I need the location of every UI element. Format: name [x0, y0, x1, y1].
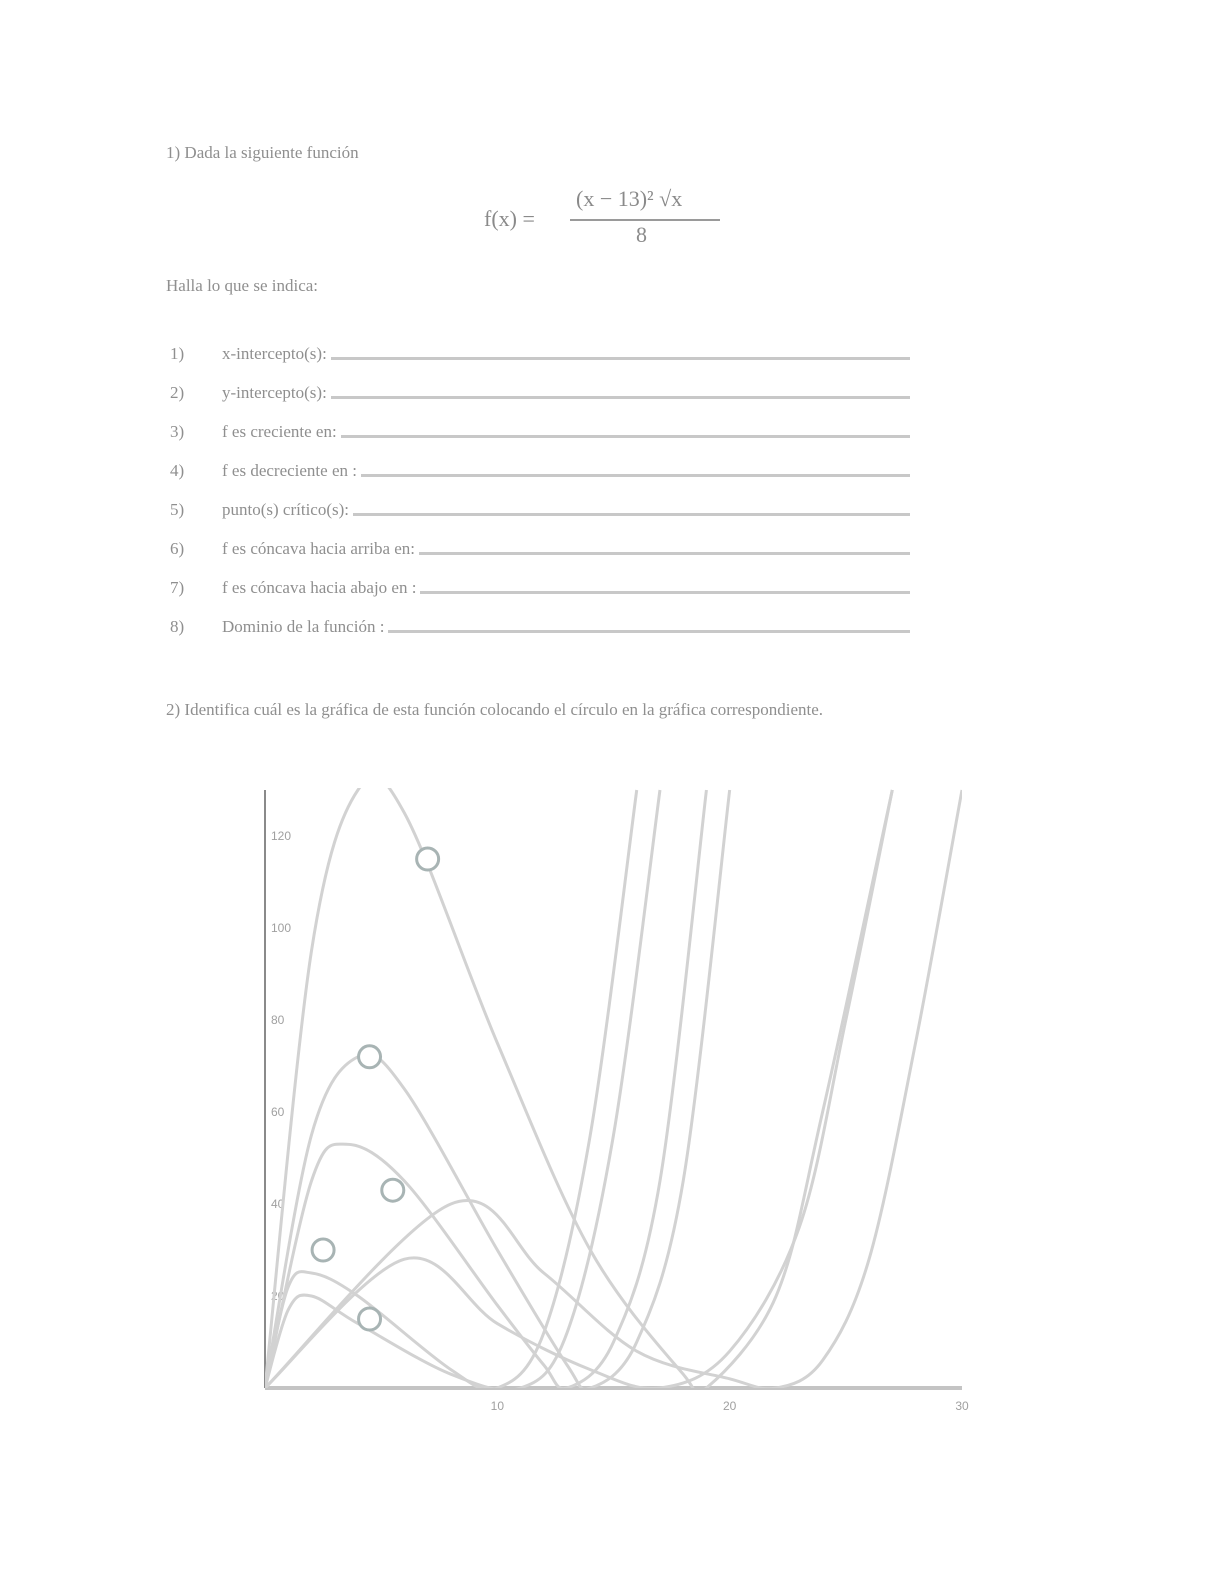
- y-tick-label: 120: [271, 829, 292, 843]
- list-item: [170, 520, 910, 559]
- answer-line[interactable]: [419, 552, 910, 555]
- y-tick-label: 60: [271, 1105, 285, 1119]
- item-label: punto(s) crítico(s):: [222, 500, 349, 519]
- item-number: 1): [170, 344, 185, 363]
- answer-circle: [359, 1308, 381, 1330]
- answer-line[interactable]: [353, 513, 910, 516]
- series-line: [265, 790, 730, 1389]
- fraction-bar: [570, 219, 720, 221]
- y-tick-label: 80: [271, 1013, 285, 1027]
- item-number: 4): [170, 461, 185, 480]
- y-tick-label: 40: [271, 1197, 285, 1211]
- formula-numerator: (x − 13)² √x: [576, 186, 683, 211]
- list-item: [170, 403, 910, 442]
- answer-circle: [382, 1179, 404, 1201]
- series-line: [265, 790, 962, 1389]
- item-number: 5): [170, 500, 185, 519]
- series-line: [265, 790, 706, 1389]
- answer-circle: [359, 1046, 381, 1068]
- answer-line[interactable]: [331, 357, 910, 360]
- answer-line[interactable]: [341, 435, 910, 438]
- answer-circle: [417, 848, 439, 870]
- item-label: y-intercepto(s):: [222, 383, 327, 402]
- answer-line[interactable]: [331, 396, 910, 399]
- item-label: f es decreciente en :: [222, 461, 357, 480]
- question-2-text: 2) Identifica cuál es la gráfica de esta función colocando el círculo en la gráfica correspondiente.: [166, 700, 824, 719]
- answer-line[interactable]: [420, 591, 910, 594]
- answer-list: [170, 325, 910, 637]
- item-label: f es creciente en:: [222, 422, 337, 441]
- list-item: [170, 598, 910, 637]
- item-label: x-intercepto(s):: [222, 344, 327, 363]
- list-item: [170, 559, 910, 598]
- list-item: [170, 442, 910, 481]
- function-formula: [484, 186, 744, 256]
- item-label: f es cóncava hacia arriba en:: [222, 539, 416, 558]
- x-tick-label: 10: [490, 1399, 505, 1413]
- item-label: f es cóncava hacia abajo en :: [222, 578, 417, 597]
- y-tick-label: 100: [271, 921, 292, 935]
- question-1-instruction: Halla lo que se indica:: [166, 276, 319, 295]
- item-number: 6): [170, 539, 185, 558]
- item-number: 2): [170, 383, 185, 402]
- item-number: 8): [170, 617, 185, 636]
- answer-line[interactable]: [361, 474, 910, 477]
- x-tick-label: 20: [722, 1399, 737, 1413]
- x-tick-label: 30: [955, 1399, 969, 1413]
- answer-line[interactable]: [388, 630, 910, 633]
- question-1-intro: 1) Dada la siguiente función: [166, 143, 359, 162]
- item-number: 3): [170, 422, 185, 441]
- formula-denominator: 8: [636, 222, 647, 247]
- item-label: Dominio de la función :: [222, 617, 385, 636]
- formula-lhs: f(x) =: [484, 206, 535, 231]
- list-item: [170, 481, 910, 520]
- y-tick-label: 20: [271, 1289, 285, 1303]
- item-number: 7): [170, 578, 185, 597]
- list-item: [170, 325, 910, 364]
- list-item: [170, 364, 910, 403]
- answer-circle: [312, 1239, 334, 1261]
- function-graphs-chart: [240, 780, 980, 1430]
